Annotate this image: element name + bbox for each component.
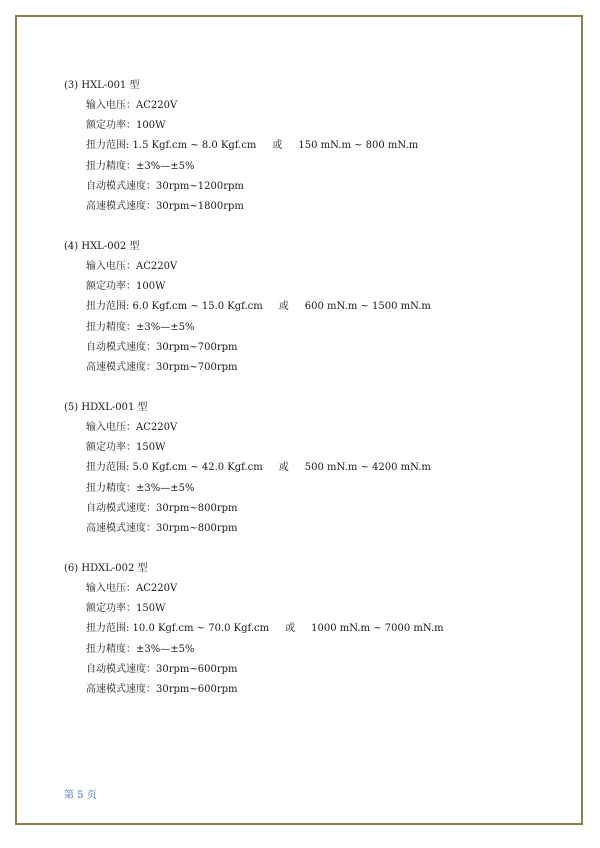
rated-power: 额定功率：100W [86, 120, 166, 132]
input-voltage: 输入电压：AC220V [86, 100, 178, 111]
model-section-hdxl-002 [64, 559, 444, 700]
torque-range-kgf: 扭力范围: 6.0 Kgf.cm ~ 15.0 Kgf.cm [86, 301, 263, 313]
page-number: 第 5 页 [64, 790, 97, 801]
high-speed-mode-speed: 高速模式速度：30rpm~1800rpm [86, 200, 244, 212]
torque-range-mn: 500 mN.m ~ 4200 mN.m [304, 462, 431, 474]
model-title: (4) HXL-002 型 [64, 241, 140, 252]
auto-mode-speed: 自动模式速度：30rpm~600rpm [86, 663, 238, 675]
input-voltage: 输入电压：AC220V [86, 261, 178, 272]
torque-range-kgf: 扭力范围: 5.0 Kgf.cm ~ 42.0 Kgf.cm [86, 462, 263, 474]
torque-range [64, 297, 431, 317]
torque-range-kgf: 扭力范围: 1.5 Kgf.cm ~ 8.0 Kgf.cm [86, 140, 257, 152]
or-label: 或 [278, 301, 289, 313]
or-label: 或 [285, 623, 296, 635]
auto-mode-speed: 自动模式速度：30rpm~1200rpm [86, 180, 244, 192]
high-speed-mode-speed: 高速模式速度：30rpm~600rpm [86, 683, 238, 695]
or-label: 或 [278, 462, 289, 474]
high-speed-mode-speed: 高速模式速度：30rpm~700rpm [86, 361, 238, 373]
input-voltage: 输入电压：AC220V [86, 422, 178, 433]
model-title: (5) HDXL-001 型 [64, 402, 148, 413]
torque-range [64, 136, 418, 156]
torque-range-mn: 600 mN.m ~ 1500 mN.m [304, 301, 431, 313]
model-title: (3) HXL-001 型 [64, 80, 140, 91]
torque-range [64, 619, 444, 639]
torque-range-mn: 150 mN.m ~ 800 mN.m [298, 140, 419, 152]
torque-range-mn: 1000 mN.m ~ 7000 mN.m [311, 623, 444, 635]
torque-range-kgf: 扭力范围: 10.0 Kgf.cm ~ 70.0 Kgf.cm [86, 623, 270, 635]
model-section-hxl-002 [64, 237, 431, 378]
torque-precision: 扭力精度：±3%—±5% [86, 482, 195, 494]
high-speed-mode-speed: 高速模式速度：30rpm~800rpm [86, 522, 238, 534]
torque-range [64, 458, 431, 478]
model-title: (6) HDXL-002 型 [64, 563, 148, 574]
input-voltage: 输入电压：AC220V [86, 583, 178, 594]
model-section-hxl-001 [64, 76, 418, 217]
rated-power: 额定功率：150W [86, 442, 166, 454]
rated-power: 额定功率：150W [86, 603, 166, 615]
auto-mode-speed: 自动模式速度：30rpm~800rpm [86, 502, 238, 514]
auto-mode-speed: 自动模式速度：30rpm~700rpm [86, 341, 238, 353]
torque-precision: 扭力精度：±3%—±5% [86, 643, 195, 655]
torque-precision: 扭力精度：±3%—±5% [86, 321, 195, 333]
model-section-hdxl-001 [64, 398, 431, 539]
torque-precision: 扭力精度：±3%—±5% [86, 160, 195, 172]
rated-power: 额定功率：100W [86, 281, 166, 293]
or-label: 或 [272, 140, 283, 152]
